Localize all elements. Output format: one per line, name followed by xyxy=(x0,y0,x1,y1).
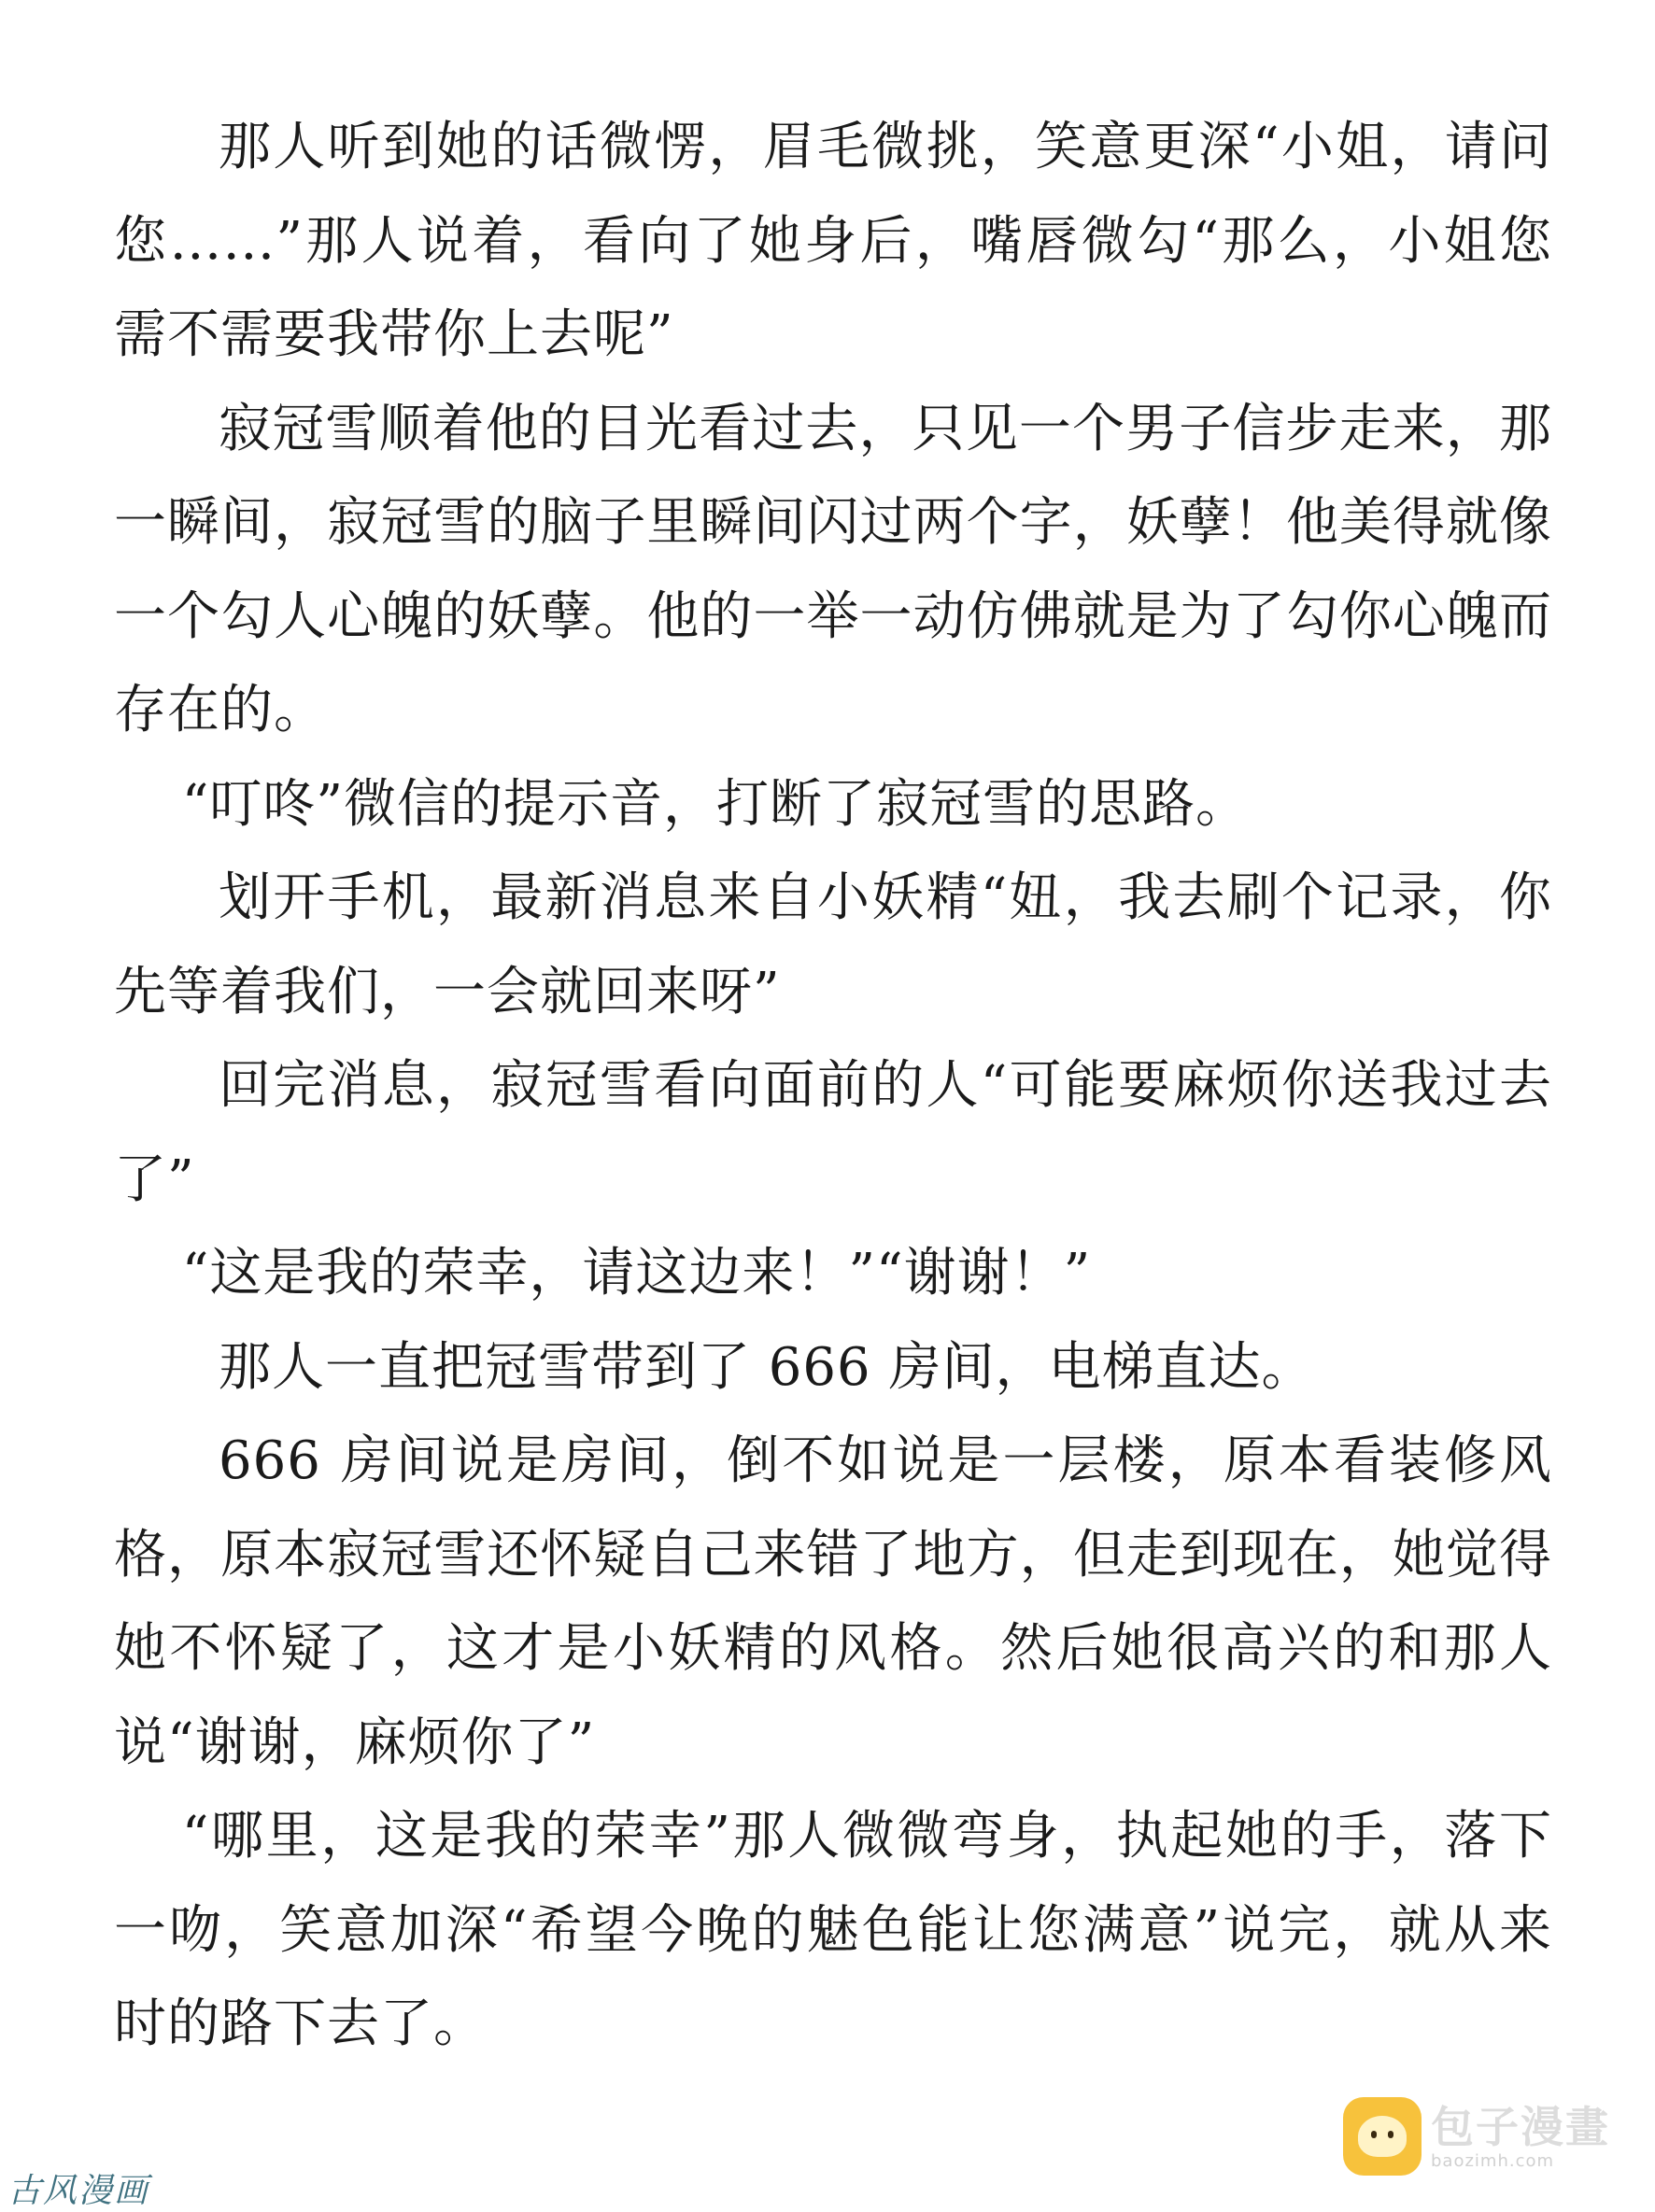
paragraph: “哪里，这是我的荣幸”那人微微弯身，执起她的手，落下一吻，笑意加深“希望今晚的魅色能让您满意”说完，就从来时的路下去了。 xyxy=(114,1806,1552,2054)
paragraph: “这是我的荣幸，请这边来！”“谢谢！” xyxy=(181,1243,1092,1303)
bun-face-icon xyxy=(1343,2097,1422,2176)
paragraph: 回完消息，寂冠雪看向面前的人“可能要麻烦你送我过去了” xyxy=(114,1055,1552,1210)
paragraph: 划开手机，最新消息来自小妖精“妞，我去刷个记录，你先等着我们，一会就回来呀” xyxy=(114,867,1552,1022)
watermark xyxy=(1343,2090,1614,2183)
site-label: 古风漫画 xyxy=(7,2172,150,2210)
document-body xyxy=(114,101,1552,2072)
paragraph: 寂冠雪顺着他的目光看过去，只见一个男子信步走来，那一瞬间，寂冠雪的脑子里瞬间闪过两个字，妖孽！他美得就像一个勾人心魄的妖孽。他的一举一动仿佛就是为了勾你心魄而存在的。 xyxy=(114,398,1552,740)
paragraph: “叮咚”微信的提示音，打断了寂冠雪的思路。 xyxy=(181,773,1250,835)
paragraph: 666 房间说是房间，倒不如说是一层楼，原本看装修风格，原本寂冠雪还怀疑自己来错了地方，但走到现在，她觉得她不怀疑了，这才是小妖精的风格。然后她很高兴的和那人说“谢谢，麻烦你了” xyxy=(114,1430,1552,1773)
watermark-url: baozimh.com xyxy=(1431,2150,1555,2171)
paragraph: 那人一直把冠雪带到了 666 房间，电梯直达。 xyxy=(219,1336,1315,1398)
watermark-title: 包子漫畫 xyxy=(1431,2101,1610,2152)
paragraph: 那人听到她的话微愣，眉毛微挑，笑意更深“小姐，请问您……”那人说着，看向了她身后，嘴唇微勾“那么，小姐您需不需要我带你上去呢” xyxy=(114,117,1552,365)
watermark-text xyxy=(1431,2103,1610,2171)
